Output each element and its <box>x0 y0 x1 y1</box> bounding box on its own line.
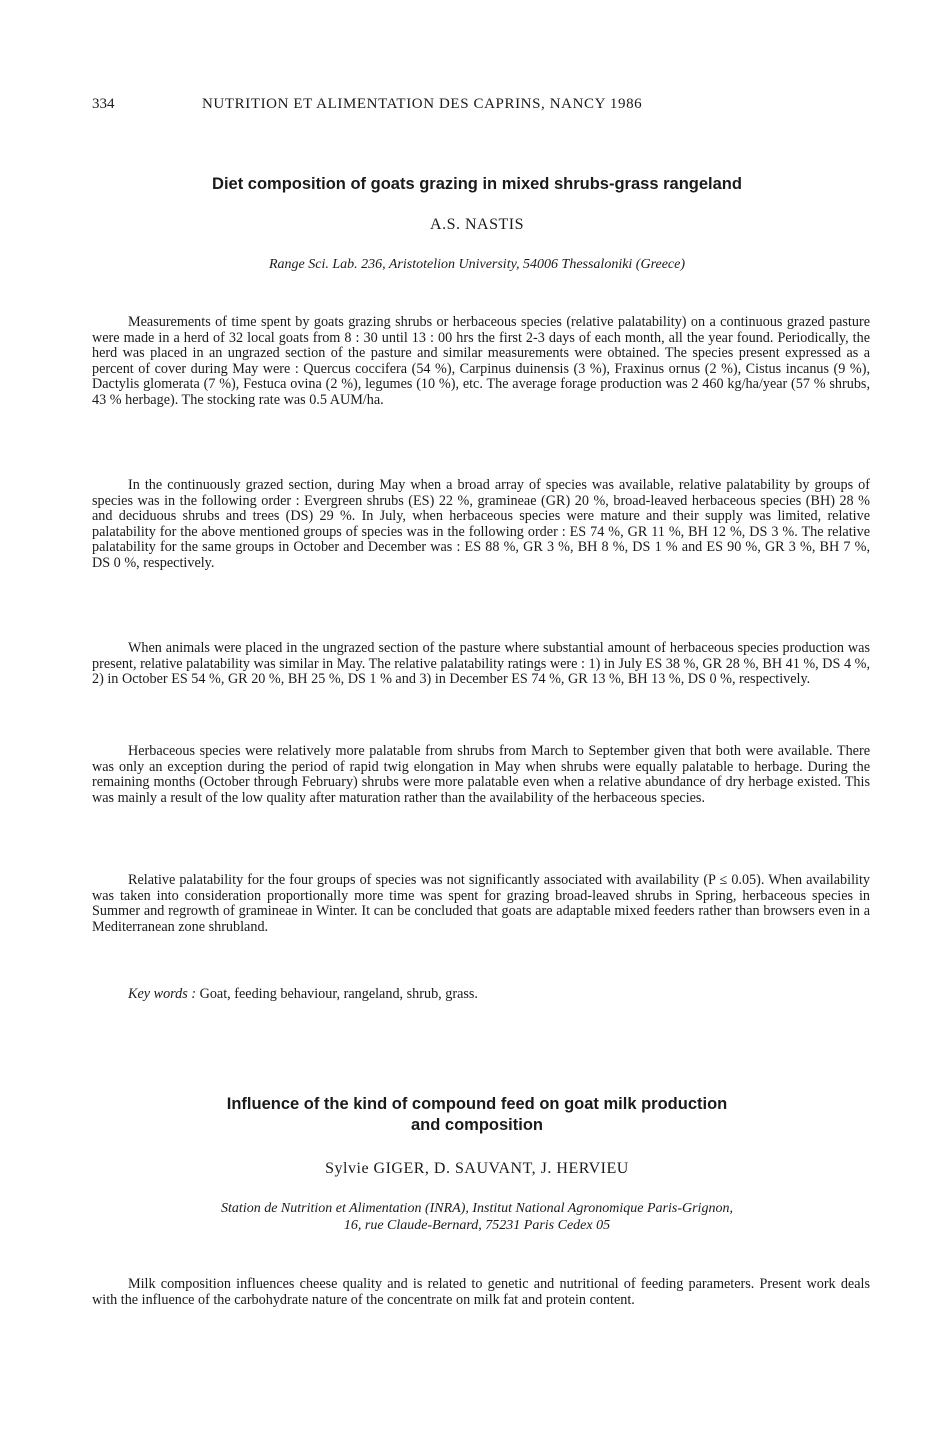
article1-paragraph-5: Relative palatability for the four groups of species was not significantly associated with availability (P ≤ 0.05). When availability was taken into consideration proportionally more time was spent for grazing broad-leaved shrubs in Spring, herbaceous species in Summer and regrowth of gramineae in Winter. It can be concluded that goats are adaptable mixed feeders rather than browsers even in a Mediterranean zone shrubland. <box>92 872 870 935</box>
article2-title-line-1: Influence of the kind of compound feed on goat milk production <box>226 1095 728 1113</box>
article1-title: Diet composition of goats grazing in mixed shrubs-grass rangeland <box>212 175 742 193</box>
keywords-label: Key words : <box>128 986 197 1002</box>
article1-paragraph-2: In the continuously grazed section, during May when a broad array of species was available, relative palatability by groups of species was in the following order : Evergreen shrubs (ES) 22 %, gramineae (GR) 20 %, broad-leaved herbaceous species (BH) 28 % and deciduous shrubs and trees (DS) 29 %. In July, when herbaceous species were mature and their supply was limited, relative palatability for the above mentioned groups of species was in the following order : ES 74 %, GR 11 %, BH 12 %, DS 3 %. The relative palatability for the same groups in October and December was : ES 88 %, GR 3 %, BH 8 %, DS 1 % and ES 90 %, GR 3 %, BH 7 %, DS 0 %, respectively. <box>92 477 870 571</box>
article1-paragraph-3: When animals were placed in the ungrazed section of the pasture where substantial amount of herbaceous species production was present, relative palatability was similar in May. The relative palatability ratings were : 1) in July ES 38 %, GR 28 %, BH 41 %, DS 4 %, 2) in October ES 54 %, GR 20 %, BH 25 %, DS 1 % and 3) in December ES 74 %, GR 13 %, BH 13 %, DS 0 %, respectively. <box>92 640 870 687</box>
article1-paragraph-4: Herbaceous species were relatively more palatable from shrubs from March to September given that both were available. There was only an exception during the period of rapid twig elongation in May when shrubs were equally palatable to herbage. During the remaining months (October through February) shrubs were more palatable even when a relative abundance of dry herbage existed. This was mainly a result of the low quality after maturation rather than the availability of the herbaceous species. <box>92 743 870 806</box>
article1-keywords <box>92 987 870 1003</box>
keywords-text: Goat, feeding behaviour, rangeland, shrub, grass. <box>199 986 478 1002</box>
article1-affiliation: Range Sci. Lab. 236, Aristotelion University, 54006 Thessaloniki (Greece) <box>268 257 686 272</box>
article2-affiliation-line-1: Station de Nutrition et Alimentation (INRA), Institut National Agronomique Paris-Grignon, <box>221 1201 733 1216</box>
article2-authors: Sylvie GIGER, D. SAUVANT, J. HERVIEU <box>325 1160 629 1177</box>
page-number: 334 <box>92 96 115 112</box>
article1-authors: A.S. NASTIS <box>430 216 524 233</box>
running-head <box>92 96 862 116</box>
article2-affiliation-line-2: 16, rue Claude-Bernard, 75231 Paris Cedex 05 <box>343 1218 611 1233</box>
article2-title <box>92 1094 862 1136</box>
article2-title-line-2: and composition <box>411 1116 543 1134</box>
journal-title: NUTRITION ET ALIMENTATION DES CAPRINS, NANCY 1986 <box>202 96 643 112</box>
article2-affiliation <box>92 1200 862 1234</box>
article2-paragraph-1: Milk composition influences cheese quality and is related to genetic and nutritional of feeding parameters. Present work deals with the influence of the carbohydrate nature of the concentrate on milk fat and protein content. <box>92 1276 870 1308</box>
article1-paragraph-1: Measurements of time spent by goats grazing shrubs or herbaceous species (relative palatability) on a continuous grazed pasture were made in a herd of 32 local goats from 8 : 30 until 13 : 00 hrs the first 2-3 days of each month, all the year found. Periodically, the herd was placed in an ungrazed section of the pasture and similar measurements were obtained. The species present expressed as a percent of cover during May were : Quercus coccifera (54 %), Carpinus duinensis (3 %), Fraxinus ornus (2 %), Cistus incanus (9 %), Dactylis glomerata (7 %), Festuca ovina (2 %), legumes (10 %), etc. The average forage production was 2 460 kg/ha/year (57 % shrubs, 43 % herbage). The stocking rate was 0.5 AUM/ha. <box>92 314 870 408</box>
